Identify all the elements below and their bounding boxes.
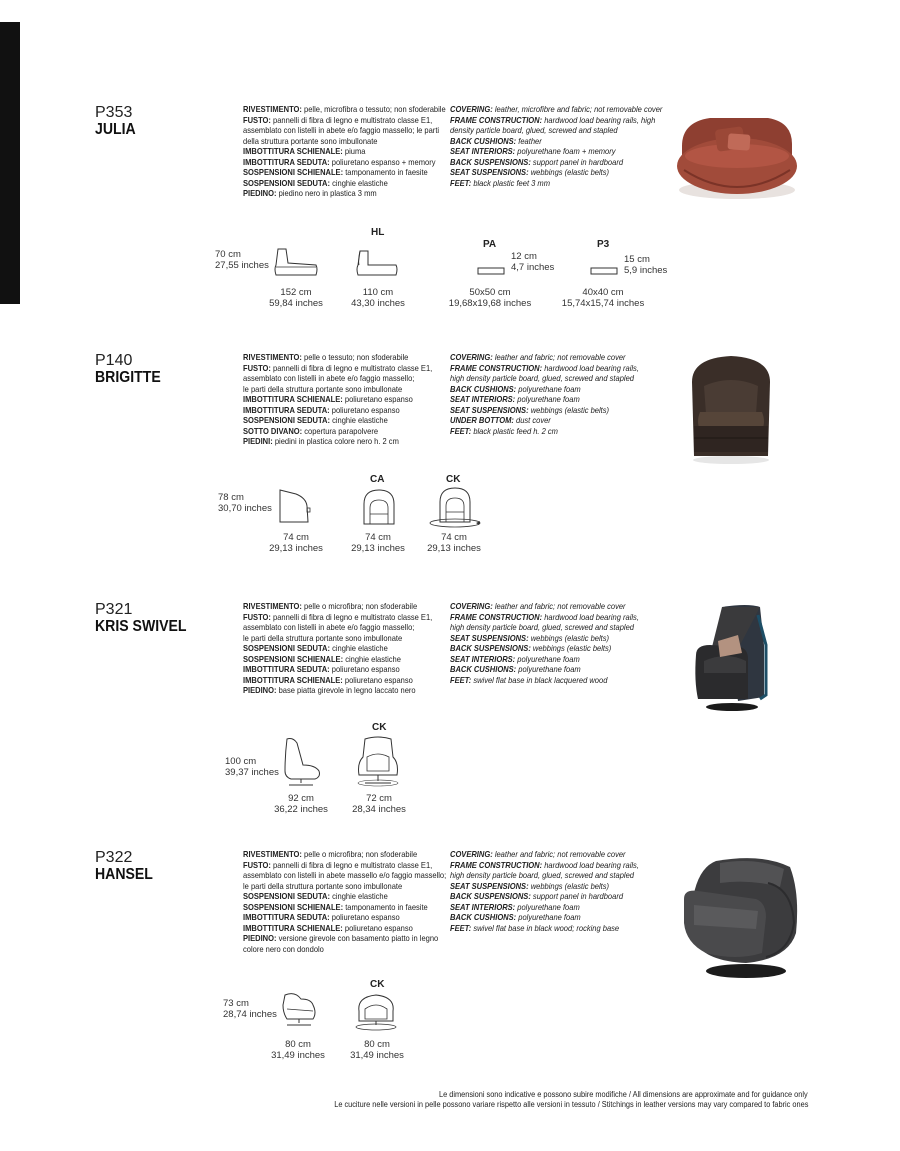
spec-english: [450, 104, 663, 188]
spec-line: [450, 633, 639, 644]
spec-text: polyurethane foam: [515, 653, 580, 664]
spec-text: black plastic feet 3 mm: [471, 177, 550, 188]
spec-label: BACK CUSHIONS:: [450, 383, 517, 394]
spec-line: [243, 373, 423, 384]
spec-text: pelle o microfibra; non sfoderabile: [301, 849, 418, 859]
spec-text: assemblato con listelli in abete e/o faggio massello; le parti: [243, 125, 440, 135]
spec-text: dust cover: [513, 415, 551, 425]
spec-label: PIEDINI:: [243, 436, 273, 446]
spec-italian: [243, 352, 443, 447]
spec-line: [243, 622, 423, 633]
product-code: P322: [95, 849, 133, 866]
footer-note-dimensions: Le dimensioni sono indicative e possono subire modifiche / All dimensions are approximate and for guidance only: [439, 1090, 808, 1099]
spec-label: SEAT SUSPENSIONS:: [450, 167, 529, 177]
spec-label: SOSPENSIONI SEDUTA:: [243, 415, 330, 425]
spec-line: [450, 912, 639, 923]
spec-text: assemblato con listelli in abete e/o faggio massello;: [243, 373, 415, 383]
spec-text: leather and fabric; not removable cover: [492, 352, 626, 362]
spec-text: della struttura portante sono imbullonate: [243, 135, 378, 146]
spec-label: SEAT SUSPENSIONS:: [450, 404, 529, 415]
spec-text: hardwood load bearing rails,: [542, 859, 639, 870]
spec-line: [243, 664, 423, 675]
cushion-p3-icon: [590, 266, 618, 276]
spec-italian: [243, 849, 447, 954]
spec-label: UNDER BOTTOM:: [450, 415, 514, 425]
dimension-hl: 110 cm 43,30 inches: [351, 287, 405, 309]
spec-line: [243, 156, 436, 168]
dimension-ck: 74 cm 29,13 inches: [427, 532, 481, 554]
spec-text: piedino nero in plastica 3 mm: [276, 188, 377, 198]
spec-text: poliuretano espanso + memory: [329, 156, 436, 167]
spec-text: pelle o microfibra; non sfoderabile: [301, 601, 418, 611]
footer-note-stitchings: Le cuciture nelle versioni in pelle possono variare rispetto alle versioni in tessuto / Stitchings in leather versions may vary compared to fabric ones: [333, 1100, 808, 1109]
spec-text: cinghie elastiche: [329, 177, 388, 188]
spec-text: copertura parapolvere: [302, 425, 379, 436]
spec-line: [243, 923, 423, 934]
spec-label: RIVESTIMENTO:: [243, 601, 302, 611]
armchair-ca-icon: [360, 488, 398, 528]
spec-line: [450, 167, 639, 178]
dimension-base: 92 cm 36,22 inches: [274, 793, 328, 815]
dimension-base: 74 cm 29,13 inches: [269, 532, 323, 554]
swivel-side-icon: [279, 989, 321, 1033]
spec-text: piedini in plastica colore nero h. 2 cm: [272, 436, 399, 446]
spec-text: leather and fabric; not removable cover: [492, 849, 626, 859]
spec-line: [243, 114, 433, 126]
product-name: HANSEL: [95, 866, 153, 883]
spec-label: IMBOTTITURA SEDUTA:: [243, 912, 330, 922]
spec-text: assemblato con listelli in abete massello e/o faggio massello;: [243, 870, 447, 880]
hansel-photo: [676, 853, 804, 981]
spec-line: [243, 891, 423, 902]
spec-label: SOTTO DIVANO:: [243, 425, 303, 436]
spec-text: hardwood load bearing rails,: [542, 362, 639, 373]
spec-label: FEET:: [450, 425, 472, 436]
spec-text: poliuretano espanso: [329, 912, 400, 922]
spec-text: high density particle board, glued, screwed and stapled: [450, 622, 634, 632]
spec-line: [243, 643, 423, 654]
spec-label: RIVESTIMENTO:: [243, 849, 302, 859]
variant-pa-label: PA: [483, 239, 497, 250]
spec-text: webbings (elastic belts): [528, 632, 610, 643]
spec-line: [243, 394, 423, 405]
spec-text: support panel in hardboard: [530, 156, 624, 167]
dimension-height: 78 cm 30,70 inches: [218, 492, 272, 514]
spec-line: [243, 405, 423, 416]
spec-line: [450, 612, 639, 623]
spec-label: SOSPENSIONI SCHIENALE:: [243, 901, 344, 912]
spec-line: [450, 870, 639, 881]
spec-line: [450, 622, 639, 633]
spec-line: [450, 849, 639, 860]
spec-text: pelle, microfibra o tessuto; non sfoderabile: [301, 104, 446, 114]
spec-line: [243, 167, 428, 178]
spec-text: webbings (elastic belts): [528, 167, 610, 177]
spec-label: IMBOTTITURA SEDUTA:: [243, 404, 330, 415]
spec-line: [243, 633, 423, 644]
spec-label: BACK SUSPENSIONS:: [450, 643, 531, 653]
product-code: P321: [95, 601, 133, 618]
spec-line: [243, 654, 423, 665]
dimension-base: 80 cm 31,49 inches: [271, 1039, 325, 1061]
dimension-height: 70 cm 27,55 inches: [215, 249, 269, 271]
variant-ck-label: CK: [446, 474, 461, 485]
julia-photo: [670, 104, 805, 204]
spec-label: PIEDINO:: [243, 933, 277, 943]
spec-line: [243, 611, 433, 623]
dimension-ck: 72 cm 28,34 inches: [352, 793, 406, 815]
variant-p3-label: P3: [597, 239, 610, 250]
spec-english: [450, 352, 660, 436]
spec-english: [450, 849, 660, 933]
spec-label: SOSPENSIONI SCHIENALE:: [243, 653, 344, 664]
spec-text: tamponamento in faesite: [343, 901, 428, 912]
spec-line: [243, 901, 428, 913]
spec-text: polyurethane foam: [515, 394, 580, 404]
spec-label: SOSPENSIONI SEDUTA:: [243, 643, 330, 653]
kris-swivel-photo: [688, 601, 776, 713]
spec-text: pannelli di fibra di legno e multistrato classe E1,: [270, 859, 433, 870]
spec-english: [450, 601, 660, 685]
spec-line: [450, 394, 639, 405]
spec-text: versione girevole con basamento piatto in legno: [276, 933, 439, 943]
spec-label: IMBOTTITURA SCHIENALE:: [243, 674, 343, 685]
spec-label: RIVESTIMENTO:: [243, 352, 302, 362]
spec-text: poliuretano espanso: [329, 404, 400, 415]
spec-text: hardwood load bearing rails,: [542, 611, 639, 622]
spec-text: tamponamento in faesite: [343, 167, 428, 177]
spec-line: [450, 157, 639, 168]
swivel-ck-icon: [353, 735, 403, 789]
spec-label: BACK SUSPENSIONS:: [450, 891, 531, 901]
spec-label: PIEDINO:: [243, 188, 277, 198]
spec-text: piuma: [342, 146, 366, 156]
variant-ca-label: CA: [370, 474, 385, 485]
spec-label: SEAT INTERIORS:: [450, 394, 516, 404]
dimension-ca: 74 cm 29,13 inches: [351, 532, 405, 554]
sofa-hl-icon: [354, 245, 402, 279]
spec-label: SOSPENSIONI SCHIENALE:: [243, 167, 344, 177]
spec-line: [243, 601, 423, 612]
brigitte-photo: [686, 352, 776, 464]
dimension-p3-height: 15 cm 5,9 inches: [624, 254, 668, 276]
spec-text: le parti della struttura portante sono imbullonate: [243, 880, 403, 891]
spec-label: BACK CUSHIONS:: [450, 664, 517, 674]
spec-line: [243, 136, 423, 147]
spec-text: hardwood load bearing rails, high: [542, 114, 656, 125]
spec-line: [450, 643, 639, 654]
spec-label: BACK CUSHIONS:: [450, 135, 517, 146]
spec-text: assemblato con listelli in abete e/o faggio massello;: [243, 622, 415, 632]
spec-label: FRAME CONSTRUCTION:: [450, 611, 543, 622]
spec-label: PIEDINO:: [243, 685, 277, 695]
spec-text: polyurethane foam: [516, 383, 581, 394]
spec-text: poliuretano espanso: [329, 664, 400, 674]
spec-line: [243, 944, 423, 955]
spec-text: cinghie elastiche: [343, 653, 401, 664]
spec-line: [450, 891, 639, 902]
spec-line: [450, 114, 656, 126]
spec-text: polyurethane foam: [516, 912, 581, 922]
spec-line: [450, 675, 639, 686]
spec-text: pannelli di fibra di legno e multistrato classe E1,: [270, 611, 433, 622]
spec-line: [243, 685, 423, 696]
spec-line: [243, 146, 423, 157]
spec-line: [450, 902, 639, 913]
spec-italian: [243, 601, 443, 696]
spec-line: [450, 664, 639, 675]
spec-label: COVERING:: [450, 601, 493, 611]
spec-text: high density particle board, glued, screwed and stapled: [450, 870, 634, 880]
spec-line: [243, 849, 423, 860]
spec-line: [243, 912, 423, 923]
cushion-pa-icon: [477, 266, 505, 276]
spec-line: [243, 675, 423, 686]
spec-line: [243, 436, 423, 447]
spec-text: pannelli di fibra di legno e multistrato classe E1,: [270, 114, 433, 125]
spec-line: [450, 384, 639, 395]
spec-label: COVERING:: [450, 104, 493, 114]
dimension-base: 152 cm 59,84 inches: [269, 287, 323, 309]
spec-text: base piatta girevole in legno laccato nero: [276, 685, 416, 695]
spec-text: webbings (elastic belts): [530, 643, 612, 653]
spec-text: leather, microfibre and fabric; not removable cover: [492, 104, 663, 114]
spec-label: FEET:: [450, 922, 472, 933]
spec-line: [243, 859, 433, 871]
spec-text: poliuretano espanso: [342, 922, 413, 933]
spec-label: FEET:: [450, 674, 472, 685]
spec-line: [450, 415, 639, 426]
product-name: BRIGITTE: [95, 369, 161, 386]
spec-label: SEAT SUSPENSIONS:: [450, 880, 529, 891]
spec-line: [450, 136, 639, 147]
dimension-height: 73 cm 28,74 inches: [223, 998, 277, 1020]
spec-line: [243, 933, 439, 944]
spec-label: SEAT INTERIORS:: [450, 653, 516, 664]
spec-line: [450, 860, 639, 871]
spec-line: [243, 178, 423, 189]
spec-line: [243, 384, 423, 395]
spec-text: density particle board, glued, screwed and stapled: [450, 125, 618, 135]
spec-text: leather and fabric; not removable cover: [492, 601, 626, 611]
spec-text: webbings (elastic belts): [528, 880, 610, 891]
spec-label: IMBOTTITURA SEDUTA:: [243, 664, 330, 674]
spec-text: polyurethane foam: [516, 664, 581, 674]
variant-hl-label: HL: [371, 227, 385, 238]
spec-label: SOSPENSIONI SEDUTA:: [243, 177, 330, 188]
swivel-side-icon: [281, 735, 325, 789]
spec-text: le parti della struttura portante sono imbullonate: [243, 383, 403, 394]
spec-label: IMBOTTITURA SCHIENALE:: [243, 146, 343, 156]
product-code: P353: [95, 104, 133, 121]
spec-line: [450, 881, 639, 892]
spec-text: feather: [516, 135, 542, 146]
spec-line: [450, 601, 639, 612]
spec-label: FUSTO:: [243, 859, 271, 870]
spec-line: [243, 870, 447, 881]
spec-label: FRAME CONSTRUCTION:: [450, 362, 543, 373]
spec-line: [450, 104, 663, 115]
product-code: P140: [95, 352, 133, 369]
variant-ck-label: CK: [370, 979, 385, 990]
spec-label: RIVESTIMENTO:: [243, 104, 302, 114]
spec-label: SEAT INTERIORS:: [450, 146, 516, 156]
spec-text: swivel flat base in black lacquered wood: [471, 674, 608, 685]
spec-label: FUSTO:: [243, 114, 271, 125]
spec-text: poliuretano espanso: [342, 394, 413, 404]
spec-label: FRAME CONSTRUCTION:: [450, 859, 543, 870]
spec-text: polyurethane foam: [515, 901, 580, 912]
spec-line: [243, 415, 423, 426]
spec-text: cinghie elastiche: [329, 643, 388, 653]
spec-line: [450, 373, 639, 384]
spec-text: pannelli di fibra di legno e multistrato classe E1,: [270, 362, 433, 373]
spec-line: [243, 188, 423, 199]
product-name: KRIS SWIVEL: [95, 618, 187, 635]
spec-line: [243, 426, 423, 437]
spec-line: [450, 178, 639, 189]
spec-label: FEET:: [450, 177, 472, 188]
spec-text: polyurethane foam + memory: [515, 146, 616, 156]
spec-label: SEAT INTERIORS:: [450, 901, 516, 912]
spec-label: IMBOTTITURA SEDUTA:: [243, 156, 330, 167]
dimension-pa-height: 12 cm 4,7 inches: [511, 251, 555, 273]
armchair-side-icon: [274, 486, 314, 526]
spec-line: [450, 125, 639, 136]
spec-label: FUSTO:: [243, 362, 271, 373]
spec-label: IMBOTTITURA SCHIENALE:: [243, 394, 343, 404]
spec-label: FRAME CONSTRUCTION:: [450, 114, 543, 125]
spec-text: cinghie elastiche: [329, 415, 388, 425]
spec-label: SOSPENSIONI SEDUTA:: [243, 891, 330, 901]
spec-label: SEAT SUSPENSIONS:: [450, 632, 529, 643]
dimension-ck: 80 cm 31,49 inches: [350, 1039, 404, 1061]
spec-line: [450, 146, 639, 157]
spec-text: swivel flat base in black wood; rocking base: [471, 922, 620, 933]
page-edge-tab: [0, 22, 20, 304]
spec-text: colore nero con dondolo: [243, 943, 324, 954]
spec-text: high density particle board, glued, screwed and stapled: [450, 373, 634, 383]
variant-ck-label: CK: [372, 722, 387, 733]
spec-line: [243, 881, 423, 892]
spec-label: COVERING:: [450, 849, 493, 859]
spec-text: pelle o tessuto; non sfoderabile: [301, 352, 409, 362]
spec-label: FUSTO:: [243, 611, 271, 622]
spec-line: [243, 362, 433, 374]
dimension-pa-size: 50x50 cm 19,68x19,68 inches: [448, 287, 532, 309]
spec-label: IMBOTTITURA SCHIENALE:: [243, 922, 343, 933]
spec-line: [450, 654, 639, 665]
spec-line: [243, 125, 440, 136]
spec-italian: [243, 104, 446, 199]
spec-line: [450, 363, 639, 374]
spec-label: BACK SUSPENSIONS:: [450, 156, 531, 167]
spec-text: webbings (elastic belts): [528, 404, 610, 415]
spec-line: [243, 352, 423, 363]
swivel-ck-icon: [428, 486, 484, 530]
spec-text: cinghie elastiche: [329, 891, 388, 901]
product-name: JULIA: [95, 121, 136, 138]
dimension-height: 100 cm 39,37 inches: [225, 756, 279, 778]
spec-line: [450, 352, 639, 363]
spec-text: le parti della struttura portante sono imbullonate: [243, 632, 403, 643]
swivel-ck-icon: [351, 991, 401, 1035]
spec-label: COVERING:: [450, 352, 493, 362]
spec-line: [243, 104, 446, 115]
spec-text: support panel in hardboard: [530, 891, 624, 901]
spec-text: black plastic feed h. 2 cm: [471, 425, 558, 436]
spec-label: BACK CUSHIONS:: [450, 912, 517, 922]
sofa-side-icon: [272, 245, 320, 279]
spec-line: [450, 405, 639, 416]
spec-line: [450, 426, 639, 437]
spec-text: poliuretano espanso: [342, 674, 413, 685]
spec-line: [450, 923, 639, 934]
dimension-p3-size: 40x40 cm 15,74x15,74 inches: [561, 287, 645, 309]
